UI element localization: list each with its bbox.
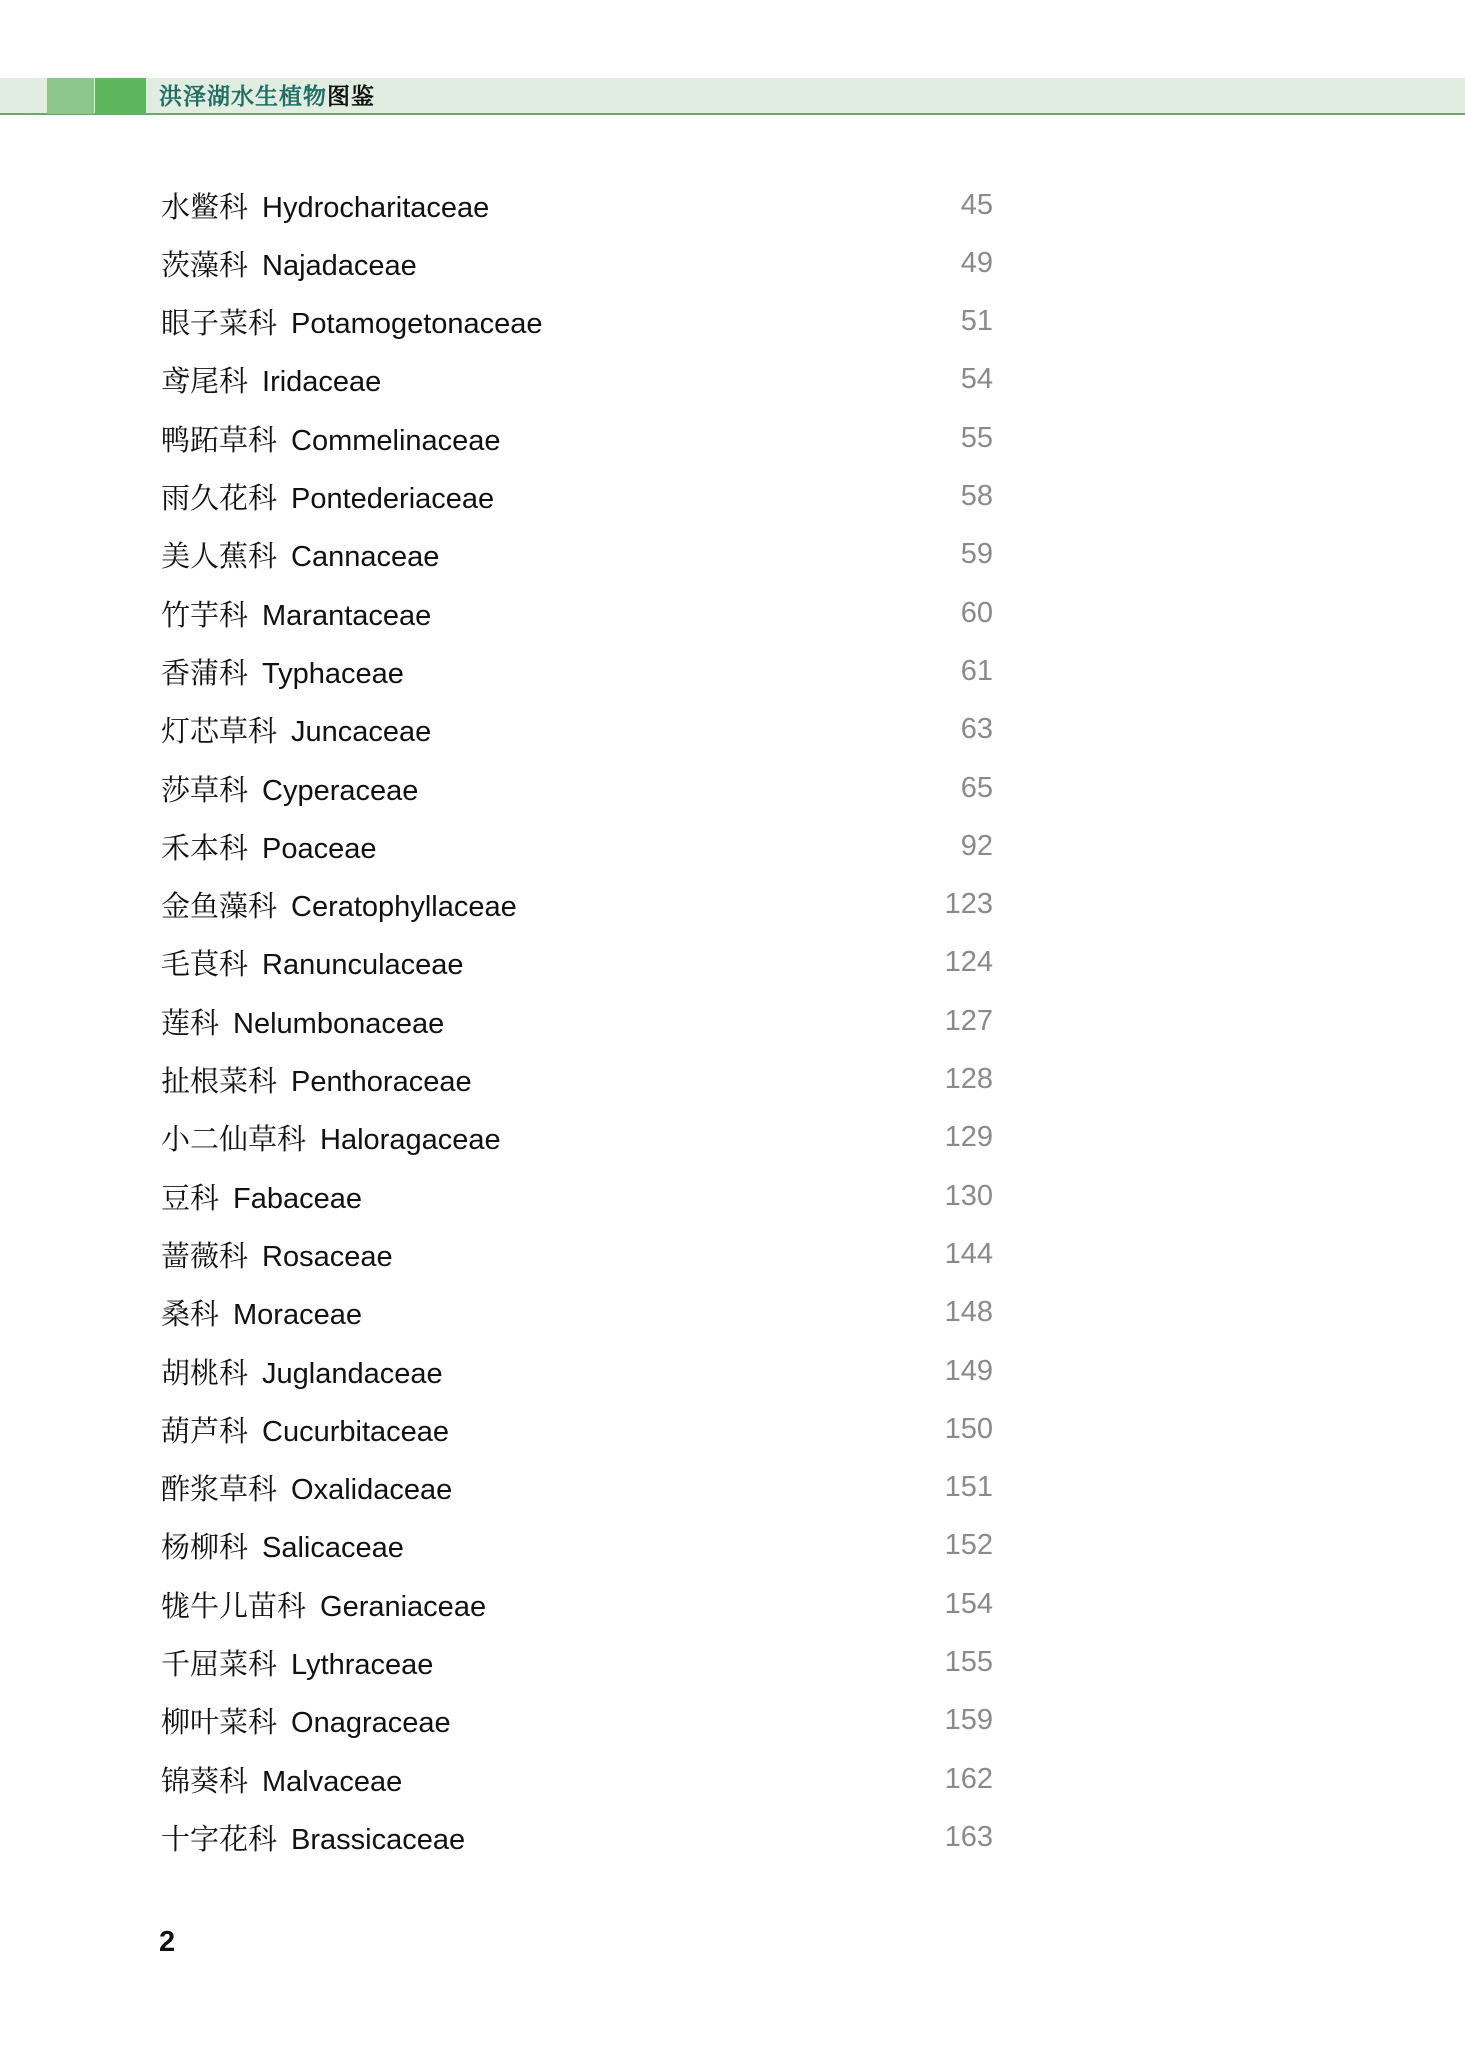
family-name: [161, 1001, 444, 1042]
toc-entry[interactable]: [161, 1584, 993, 1624]
toc-entry[interactable]: [161, 243, 993, 283]
family-latin: Nelumbonaceae: [233, 1007, 445, 1040]
entry-page: 124: [944, 946, 993, 979]
entry-page: 65: [960, 771, 993, 804]
entry-page: 162: [944, 1762, 993, 1795]
family-chinese: 扯根菜科: [161, 1066, 278, 1098]
family-name: [161, 1467, 452, 1508]
family-chinese: 柳叶菜科: [161, 1707, 278, 1740]
family-chinese: 毛茛科: [161, 949, 249, 982]
family-name: [161, 359, 381, 400]
entry-page: 45: [960, 188, 993, 221]
family-chinese: 香蒲科: [161, 657, 249, 690]
toc-entry[interactable]: [161, 477, 993, 517]
family-latin: Iridaceae: [262, 366, 382, 399]
family-name: [161, 243, 417, 284]
family-latin: Cucurbitaceae: [262, 1415, 450, 1448]
family-latin: Lythraceae: [291, 1649, 434, 1681]
entry-page: 49: [960, 246, 993, 279]
family-latin: Poaceae: [262, 832, 377, 865]
entry-page: 144: [944, 1237, 993, 1270]
family-latin: Malvaceae: [262, 1765, 403, 1798]
family-chinese: 蔷薇科: [161, 1240, 249, 1273]
family-latin: Penthoraceae: [291, 1066, 472, 1098]
entry-page: 58: [960, 480, 993, 512]
toc-entry[interactable]: [161, 1176, 993, 1216]
toc-entry[interactable]: [161, 943, 993, 983]
family-latin: Potamogetonaceae: [291, 308, 543, 341]
family-name: [161, 1117, 501, 1158]
toc-entry[interactable]: [161, 1060, 993, 1100]
family-name: [161, 593, 431, 634]
family-chinese: 水鳖科: [161, 191, 249, 224]
family-name: [161, 534, 439, 575]
toc-entry[interactable]: [161, 1234, 993, 1274]
family-latin: Cyperaceae: [262, 774, 419, 807]
entry-page: 150: [944, 1412, 993, 1445]
family-chinese: 眼子菜科: [161, 308, 278, 341]
toc-entry[interactable]: [161, 535, 993, 575]
family-latin: Haloragaceae: [320, 1124, 501, 1157]
toc-entry[interactable]: [161, 1643, 993, 1683]
family-latin: Salicaceae: [262, 1532, 404, 1565]
entry-page: 154: [944, 1587, 993, 1620]
entry-page: 155: [944, 1646, 993, 1678]
family-chinese: 千屈菜科: [161, 1649, 278, 1681]
family-latin: Oxalidaceae: [291, 1474, 453, 1507]
family-chinese: 雨久花科: [161, 483, 278, 515]
family-latin: Juncaceae: [291, 716, 432, 749]
family-name: [161, 826, 377, 867]
family-latin: Geraniaceae: [320, 1590, 487, 1623]
family-latin: Marantaceae: [262, 599, 432, 632]
toc-entry[interactable]: [161, 710, 993, 750]
toc-entry[interactable]: [161, 1526, 993, 1566]
family-latin: Najadaceae: [262, 249, 417, 282]
entry-page: 59: [960, 538, 993, 571]
family-chinese: 胡桃科: [161, 1357, 249, 1390]
toc-entry[interactable]: [161, 418, 993, 458]
family-chinese: 禾本科: [161, 832, 249, 865]
family-name: [161, 651, 404, 692]
family-latin: Fabaceae: [233, 1182, 363, 1215]
family-name: [161, 768, 418, 809]
family-latin: Commelinaceae: [291, 424, 501, 457]
family-name: [161, 476, 494, 517]
family-latin: Hydrocharitaceae: [262, 191, 490, 224]
family-latin: Pontederiaceae: [291, 483, 495, 515]
entry-page: 128: [944, 1063, 993, 1095]
entry-page: 149: [944, 1354, 993, 1387]
toc-entry[interactable]: [161, 651, 993, 691]
entry-page: 163: [944, 1820, 993, 1853]
toc-entry[interactable]: [161, 1351, 993, 1391]
family-name: [161, 1759, 402, 1800]
family-chinese: 杨柳科: [161, 1532, 249, 1565]
toc-entry[interactable]: [161, 302, 993, 342]
family-chinese: 锦葵科: [161, 1765, 249, 1798]
entry-page: 159: [944, 1704, 993, 1737]
family-chinese: 葫芦科: [161, 1415, 249, 1448]
entry-page: 55: [960, 421, 993, 454]
family-chinese: 竹芋科: [161, 599, 249, 632]
family-latin: Typhaceae: [262, 657, 404, 690]
entry-page: 92: [960, 829, 993, 862]
family-chinese: 鸢尾科: [161, 366, 249, 399]
entry-page: 152: [944, 1529, 993, 1562]
family-chinese: 牻牛儿苗科: [161, 1590, 307, 1623]
family-chinese: 美人蕉科: [161, 541, 278, 574]
page-number: 2: [159, 1926, 176, 1958]
toc-entry[interactable]: [161, 1759, 993, 1799]
family-name: [161, 1351, 443, 1392]
entry-page: 127: [944, 1004, 993, 1037]
family-name: [161, 1234, 393, 1275]
family-latin: Cannaceae: [291, 541, 440, 574]
toc-entry[interactable]: [161, 1118, 993, 1158]
toc-entry[interactable]: [161, 1817, 993, 1857]
toc-entry[interactable]: [161, 1468, 993, 1508]
family-latin: Ceratophyllaceae: [291, 891, 517, 924]
toc-entry[interactable]: [161, 185, 993, 225]
family-latin: Onagraceae: [291, 1707, 451, 1740]
toc-entry[interactable]: [161, 360, 993, 400]
toc-entry[interactable]: [161, 1409, 993, 1449]
entry-page: 123: [944, 888, 993, 921]
header-accent-light: [47, 78, 94, 114]
toc-entry[interactable]: [161, 1001, 993, 1041]
family-chinese: 莎草科: [161, 774, 249, 807]
toc-entry[interactable]: [161, 1293, 993, 1333]
family-chinese: 小二仙草科: [161, 1124, 307, 1157]
family-name: [161, 1525, 404, 1566]
entry-page: 60: [960, 596, 993, 629]
entry-page: 51: [960, 305, 993, 338]
toc-entry[interactable]: [161, 885, 993, 925]
family-name: [161, 942, 464, 983]
family-chinese: 桑科: [161, 1299, 220, 1332]
entry-page: 54: [960, 363, 993, 396]
family-name: [161, 1700, 451, 1741]
family-name: [161, 1292, 362, 1333]
family-chinese: 金鱼藻科: [161, 891, 278, 924]
entry-page: 63: [960, 713, 993, 746]
family-latin: Ranunculaceae: [262, 949, 464, 982]
book-title-tail: 图鉴: [327, 83, 375, 109]
family-name: [161, 884, 517, 925]
toc-entry[interactable]: [161, 826, 993, 866]
toc-entry[interactable]: [161, 593, 993, 633]
toc-entry[interactable]: [161, 1701, 993, 1741]
family-name: [161, 1176, 362, 1217]
family-name: [161, 709, 431, 750]
family-latin: Moraceae: [233, 1299, 362, 1332]
book-title: [159, 80, 375, 112]
family-name: [161, 418, 501, 459]
entry-page: 61: [960, 654, 993, 687]
family-name: [161, 1817, 465, 1858]
family-chinese: 鸭跖草科: [161, 424, 278, 457]
family-chinese: 莲科: [161, 1007, 220, 1040]
family-name: [161, 1059, 472, 1100]
family-latin: Brassicaceae: [291, 1823, 466, 1856]
entry-page: 129: [944, 1121, 993, 1154]
family-chinese: 茨藻科: [161, 249, 249, 282]
entry-page: 148: [944, 1296, 993, 1329]
family-chinese: 豆科: [161, 1182, 220, 1215]
family-chinese: 酢浆草科: [161, 1474, 278, 1507]
header-accent: [95, 78, 146, 114]
family-chinese: 灯芯草科: [161, 716, 278, 749]
family-name: [161, 1584, 486, 1625]
entry-page: 130: [944, 1179, 993, 1212]
family-latin: Juglandaceae: [262, 1357, 443, 1390]
family-name: [161, 301, 543, 342]
family-latin: Rosaceae: [262, 1240, 393, 1273]
family-chinese: 十字花科: [161, 1823, 278, 1856]
toc-entry[interactable]: [161, 768, 993, 808]
family-name: [161, 185, 489, 226]
book-title-main: 洪泽湖水生植物: [159, 83, 327, 109]
family-name: [161, 1409, 449, 1450]
entry-page: 151: [944, 1471, 993, 1504]
family-name: [161, 1642, 433, 1683]
